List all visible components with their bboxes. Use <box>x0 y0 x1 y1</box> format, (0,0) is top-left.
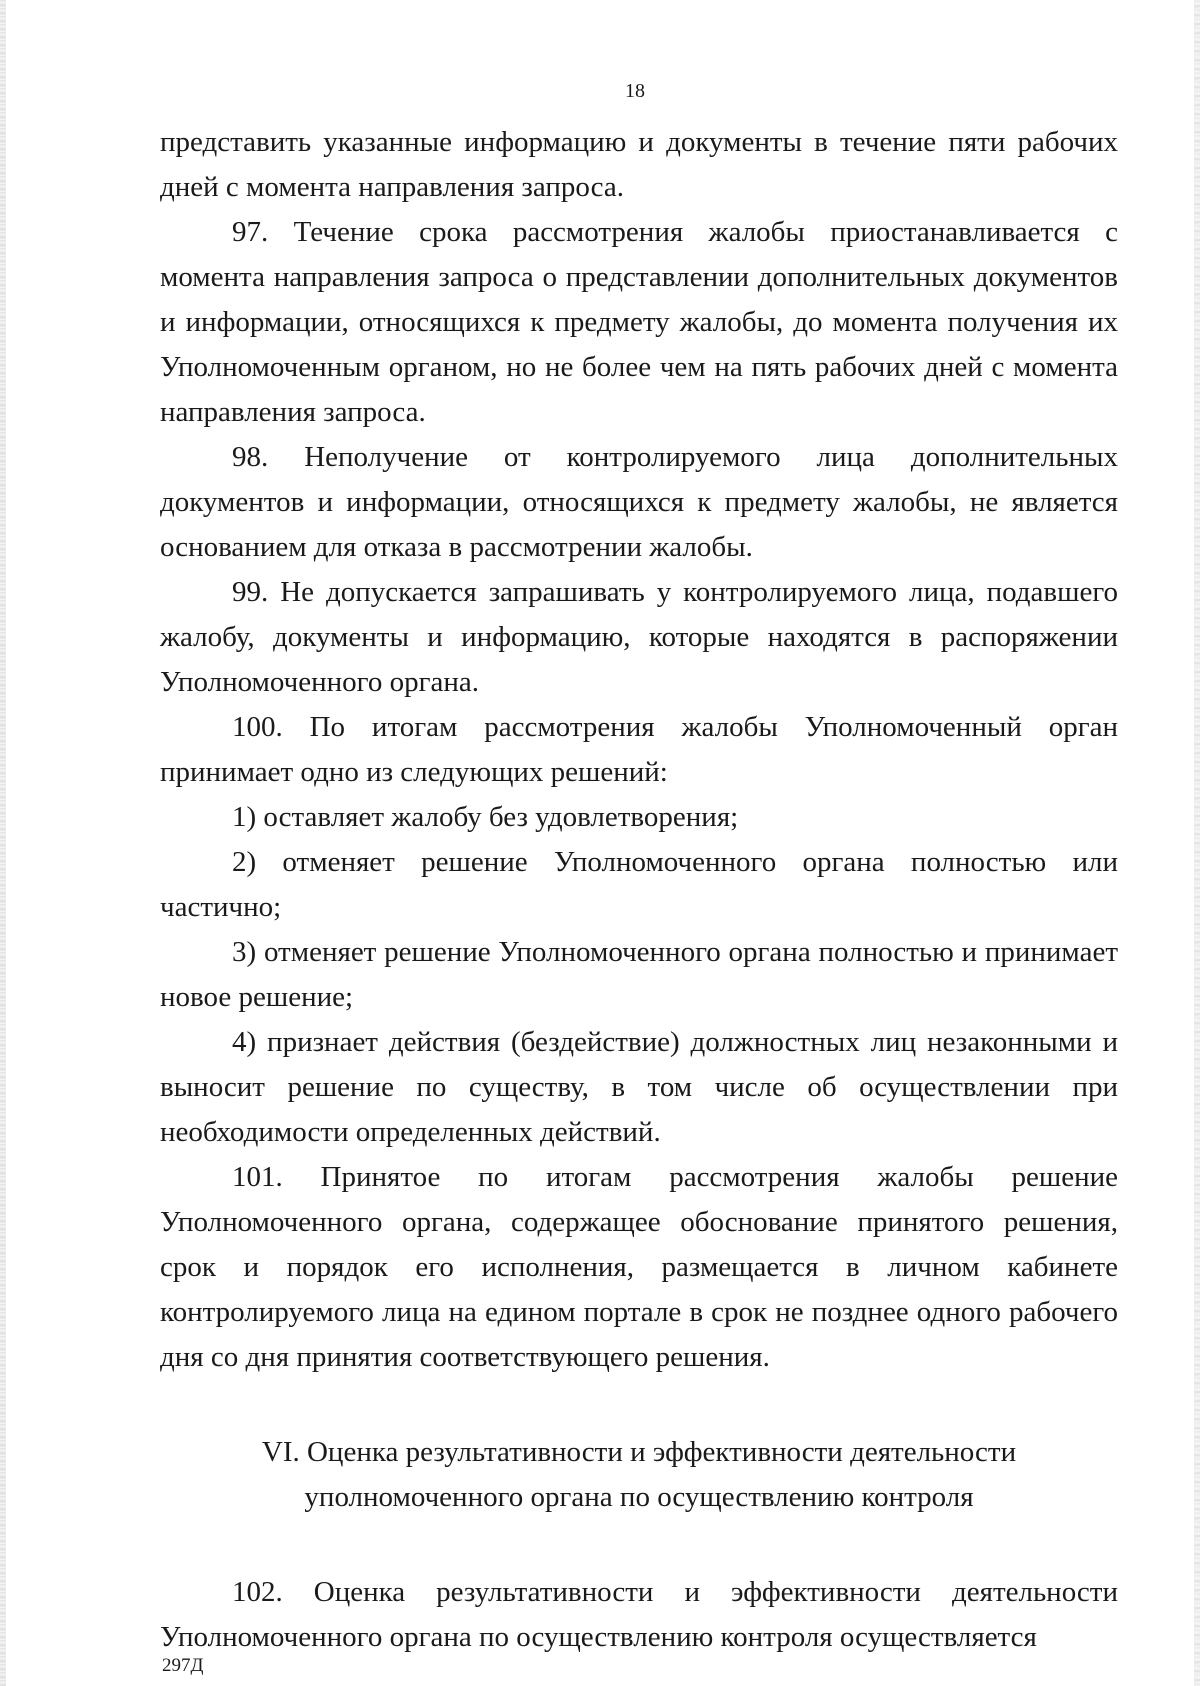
paragraph-continuation: представить указанные информацию и документы в течение пяти рабочих дней с момента направления запроса. <box>160 126 1118 203</box>
page-number: 18 <box>625 80 645 102</box>
document-body <box>160 120 1118 1660</box>
list-item-1: 1) оставляет жалобу без удовлетворения; <box>232 801 739 833</box>
list-item-2: 2) отменяет решение Уполномоченного органа полностью или частично; <box>160 846 1118 923</box>
section-heading-line-2: уполномоченного органа по осуществлению контроля <box>304 1481 974 1513</box>
scan-edge-right <box>1194 0 1200 1686</box>
section-heading-line-1: VI. Оценка результативности и эффективности деятельности <box>261 1436 1017 1468</box>
list-item-3: 3) отменяет решение Уполномоченного органа полностью и принимает новое решение; <box>160 936 1118 1013</box>
scan-edge-left <box>0 0 6 1686</box>
list-item-4: 4) признает действия (бездействие) должностных лиц незаконными и выносит решение по существу, в том числе об осуществлении при необходимости определенных действий. <box>160 1026 1118 1148</box>
paragraph-101: 101. Принятое по итогам рассмотрения жалобы решение Уполномоченного органа, содержащее обоснование принятого решения, срок и порядок его исполнения, размещается в личном кабинете контролируемого лица на едином портале в срок не позднее одного рабочего дня со дня принятия соответствующего решения. <box>160 1161 1118 1373</box>
document-code: 297Д <box>162 1655 204 1676</box>
paragraph-100: 100. По итогам рассмотрения жалобы Уполномоченный орган принимает одно из следующих решений: <box>160 711 1118 788</box>
section-heading <box>160 1430 1118 1520</box>
paragraph-102: 102. Оценка результативности и эффективности деятельности Уполномоченного органа по осуществлению контроля осуществляется <box>160 1576 1118 1653</box>
paragraph-99: 99. Не допускается запрашивать у контролируемого лица, подавшего жалобу, документы и информацию, которые находятся в распоряжении Уполномоченного органа. <box>160 576 1118 698</box>
paragraph-97: 97. Течение срока рассмотрения жалобы приостанавливается с момента направления запроса о представлении дополнительных документов и информации, относящихся к предмету жалобы, до момента получения их Уполномоченным органом, но не более чем на пять рабочих дней с момента направления запроса. <box>160 216 1118 428</box>
paragraph-98: 98. Неполучение от контролируемого лица дополнительных документов и информации, относящихся к предмету жалобы, не является основанием для отказа в рассмотрении жалобы. <box>160 441 1118 563</box>
